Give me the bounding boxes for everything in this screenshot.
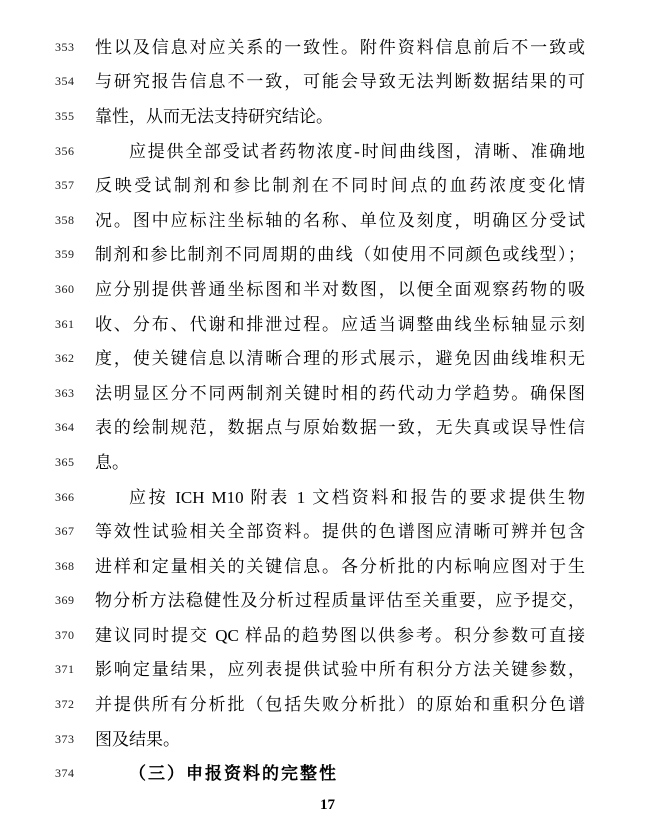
line-number: 353 bbox=[55, 39, 75, 54]
line-number: 356 bbox=[55, 143, 75, 158]
text-line bbox=[0, 203, 655, 238]
line-number: 370 bbox=[55, 627, 75, 642]
line-number: 354 bbox=[55, 74, 75, 89]
line-number: 355 bbox=[55, 108, 75, 123]
line-text: 图及结果。 bbox=[95, 729, 180, 749]
line-text: 制剂和参比制剂不同周期的曲线（如使用不同颜色或线型）； bbox=[95, 245, 585, 265]
line-text: 表的绘制规范，数据点与原始数据一致，无失真或误导性信 bbox=[95, 418, 585, 438]
line-text: （三）申报资料的完整性 bbox=[129, 764, 338, 784]
line-number: 364 bbox=[55, 420, 75, 435]
line-text: 等效性试验相关全部资料。提供的色谱图应清晰可辨并包含 bbox=[95, 522, 585, 542]
line-number: 374 bbox=[55, 766, 75, 781]
line-number: 365 bbox=[55, 454, 75, 469]
text-line bbox=[0, 722, 655, 757]
text-line bbox=[0, 687, 655, 722]
line-number: 369 bbox=[55, 593, 75, 608]
text-line bbox=[0, 307, 655, 342]
line-text: 影响定量结果，应列表提供试验中所有积分方法关键参数， bbox=[95, 660, 585, 680]
line-number: 368 bbox=[55, 558, 75, 573]
text-line bbox=[0, 134, 655, 169]
line-number: 360 bbox=[55, 281, 75, 296]
line-text: 与研究报告信息不一致，可能会导致无法判断数据结果的可 bbox=[95, 72, 585, 92]
text-line bbox=[0, 618, 655, 653]
line-text: 物分析方法稳健性及分析过程质量评估至关重要，应予提交， bbox=[95, 591, 585, 611]
line-text: 度，使关键信息以清晰合理的形式展示，避免因曲线堆积无 bbox=[95, 349, 585, 369]
line-text: 靠性，从而无法支持研究结论。 bbox=[95, 106, 333, 126]
line-number: 359 bbox=[55, 247, 75, 262]
line-text: 进样和定量相关的关键信息。各分析批的内标响应图对于生 bbox=[95, 556, 585, 576]
line-number: 361 bbox=[55, 316, 75, 331]
line-number: 366 bbox=[55, 489, 75, 504]
line-text: 性以及信息对应关系的一致性。附件资料信息前后不一致或 bbox=[95, 37, 585, 57]
text-line bbox=[0, 168, 655, 203]
line-number: 362 bbox=[55, 351, 75, 366]
line-text: 应提供全部受试者药物浓度-时间曲线图，清晰、准确地 bbox=[129, 141, 585, 161]
line-text: 况。图中应标注坐标轴的名称、单位及刻度，明确区分受试 bbox=[95, 210, 585, 230]
line-text: 息。 bbox=[95, 452, 129, 472]
text-line bbox=[0, 99, 655, 134]
line-text: 并提供所有分析批（包括失败分析批）的原始和重积分色谱 bbox=[95, 695, 585, 715]
text-line bbox=[0, 549, 655, 584]
text-line bbox=[0, 238, 655, 273]
text-line bbox=[0, 272, 655, 307]
line-number: 367 bbox=[55, 524, 75, 539]
page-number: 17 bbox=[320, 797, 335, 814]
line-number: 373 bbox=[55, 731, 75, 746]
text-line bbox=[0, 756, 655, 791]
line-text: 建议同时提交 QC 样品的趋势图以供参考。积分参数可直接 bbox=[95, 625, 585, 645]
line-number: 372 bbox=[55, 697, 75, 712]
line-number: 363 bbox=[55, 385, 75, 400]
text-line bbox=[0, 376, 655, 411]
line-text: 收、分布、代谢和排泄过程。应适当调整曲线坐标轴显示刻 bbox=[95, 314, 585, 334]
text-line bbox=[0, 445, 655, 480]
text-line bbox=[0, 65, 655, 100]
line-text: 应按 ICH M10 附表 1 文档资料和报告的要求提供生物 bbox=[129, 487, 585, 507]
text-line bbox=[0, 584, 655, 619]
line-number: 358 bbox=[55, 212, 75, 227]
text-line bbox=[0, 480, 655, 515]
line-number: 357 bbox=[55, 178, 75, 193]
line-text: 法明显区分不同两制剂关键时相的药代动力学趋势。确保图 bbox=[95, 383, 585, 403]
line-text: 反映受试制剂和参比制剂在不同时间点的血药浓度变化情 bbox=[95, 176, 585, 196]
line-text: 应分别提供普通坐标图和半对数图，以便全面观察药物的吸 bbox=[95, 279, 585, 299]
text-line bbox=[0, 514, 655, 549]
text-line bbox=[0, 653, 655, 688]
text-line bbox=[0, 30, 655, 65]
text-line bbox=[0, 341, 655, 376]
line-number: 371 bbox=[55, 662, 75, 677]
text-line bbox=[0, 411, 655, 446]
